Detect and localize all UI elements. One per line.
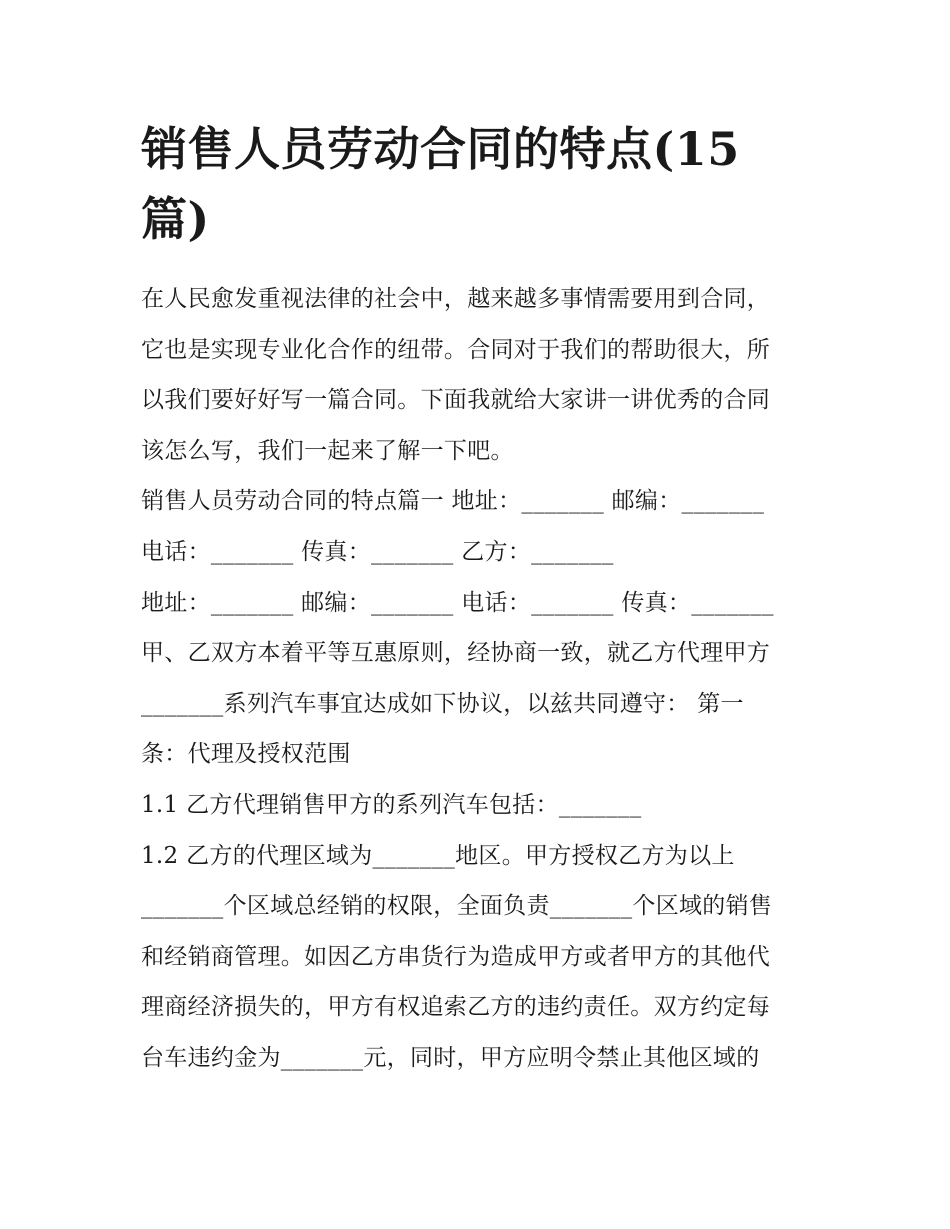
text-line: 以我们要好好写一篇合同。下面我就给大家讲一讲优秀的合同 <box>141 387 771 414</box>
document-page <box>141 114 816 1084</box>
text-line: 1.1 乙方代理销售甲方的系列汽车包括：_______ <box>141 791 642 818</box>
text-line: 理商经济损失的，甲方有权追索乙方的违约责任。双方约定每 <box>141 994 771 1021</box>
text-line: 台车违约金为_______元，同时，甲方应明令禁止其他区域的 <box>141 1044 760 1071</box>
text-line: 地址：_______ 邮编：_______ 电话：_______ 传真：_______ <box>141 589 774 616</box>
text-line: 它也是实现专业化合作的纽带。合同对于我们的帮助很大，所 <box>141 336 771 363</box>
document-title <box>141 114 816 254</box>
text-line: 和经销商管理。如因乙方串货行为造成甲方或者甲方的其他代 <box>141 943 771 970</box>
text-line: 在人民愈发重视法律的社会中，越来越多事情需要用到合同， <box>141 286 771 312</box>
text-line: _______个区域总经销的权限，全面负责_______个区域的销售 <box>141 893 773 920</box>
text-line: 销售人员劳动合同的特点篇一 地址：_______ 邮编：_______ <box>141 488 765 515</box>
text-line: 1.2 乙方的代理区域为_______地区。甲方授权乙方为以上 <box>141 842 735 869</box>
title-line-1: 销售人员劳动合同的特点(15 <box>141 122 740 176</box>
text-line: 该怎么写，我们一起来了解一下吧。 <box>141 437 514 464</box>
text-line: 甲、乙双方本着平等互惠原则，经协商一致，就乙方代理甲方 <box>141 640 771 667</box>
title-line-2: 篇) <box>141 192 210 246</box>
text-line: 电话：_______ 传真：_______ 乙方：_______ <box>141 538 614 565</box>
text-line: _______系列汽车事宜达成如下协议，以兹共同遵守： 第一 <box>141 690 744 717</box>
text-line: 条：代理及授权范围 <box>141 741 351 768</box>
document-body <box>141 274 816 1084</box>
